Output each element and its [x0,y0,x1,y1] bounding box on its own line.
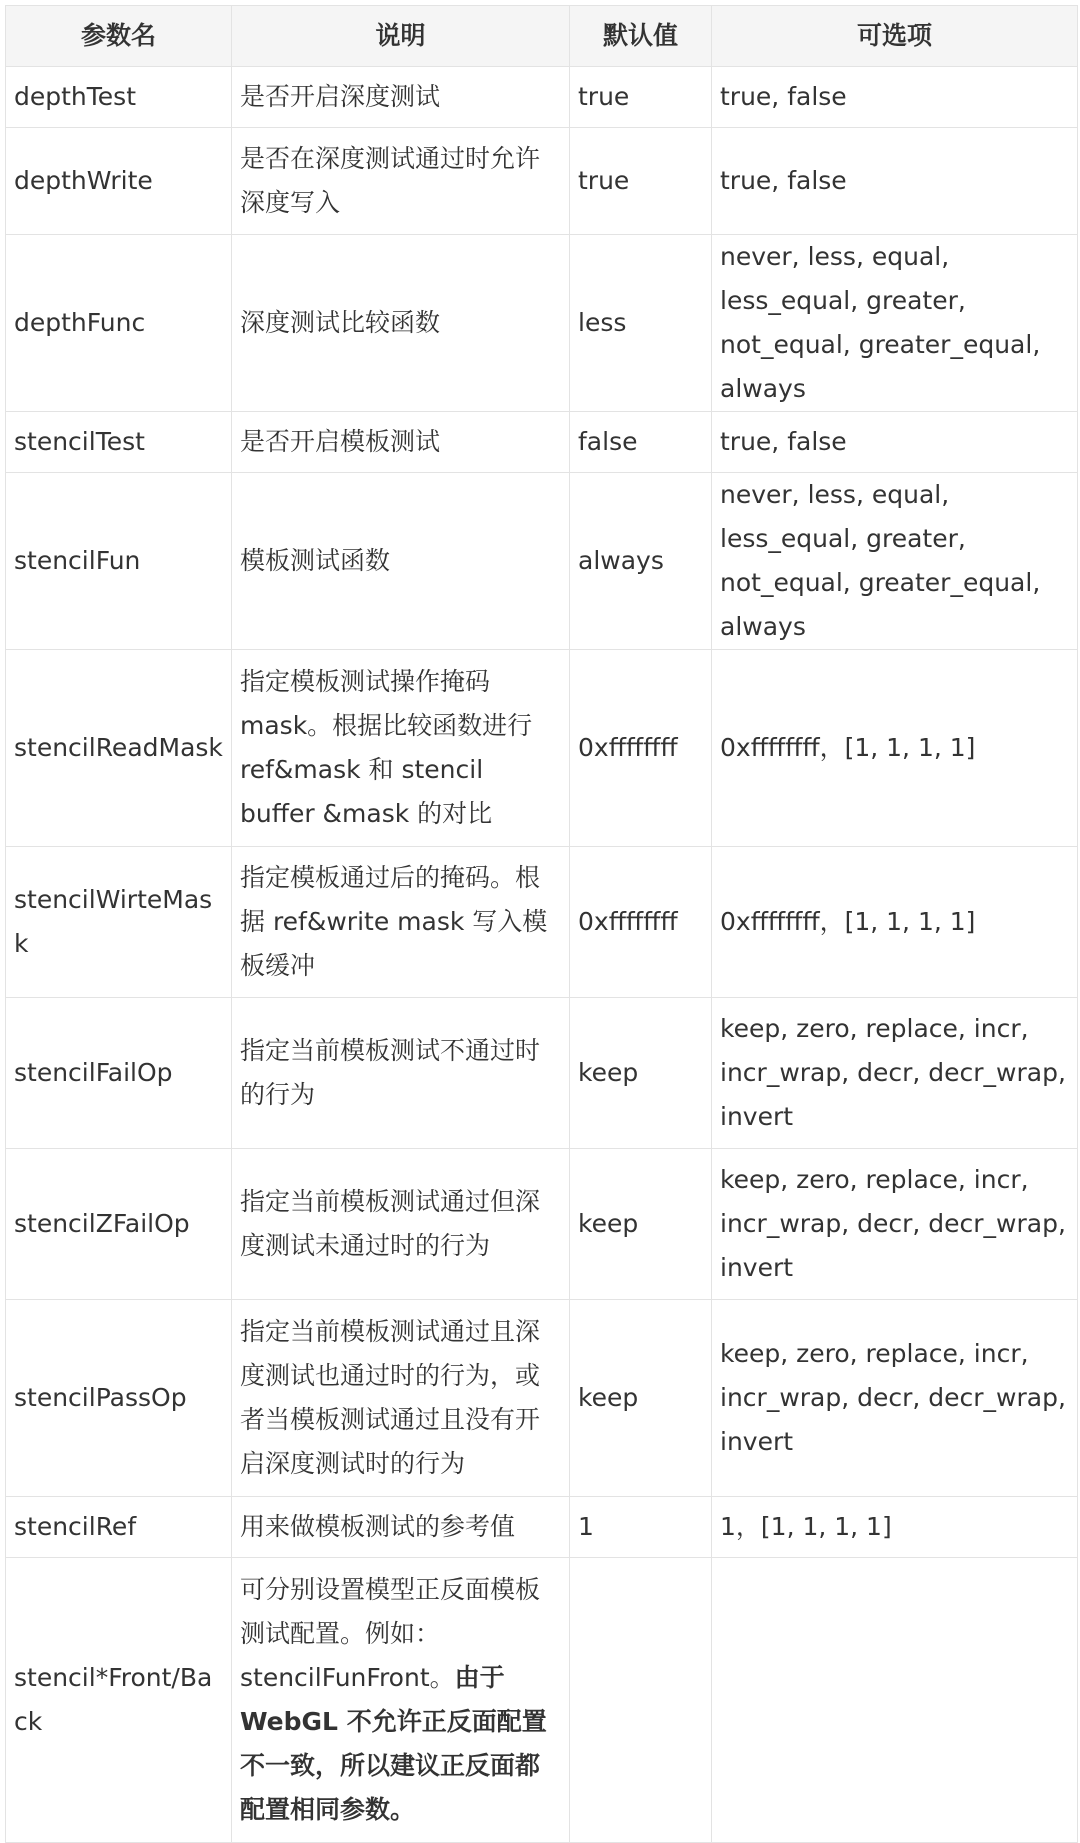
param-default: 0xffffffff [570,650,712,847]
header-default: 默认值 [570,6,712,67]
param-desc: 指定模板通过后的掩码。根据 ref&write mask 写入模板缓冲 [232,847,570,998]
param-options: true, false [712,412,1078,473]
table-row [6,1300,1078,1497]
table-row [6,998,1078,1149]
param-name: stencilFailOp [6,998,232,1149]
param-desc-text: 可分别设置模型正反面模板测试配置。例如：stencilFunFront。 [240,1575,541,1692]
header-desc: 说明 [232,6,570,67]
param-default [570,1558,712,1843]
param-desc: 指定当前模板测试不通过时的行为 [232,998,570,1149]
param-desc: 指定当前模板测试通过且深度测试也通过时的行为，或者当模板测试通过且没有开启深度测试时的行为 [232,1300,570,1497]
param-name: stencilPassOp [6,1300,232,1497]
param-default: less [570,235,712,412]
param-name: stencilZFailOp [6,1149,232,1300]
param-options: never, less, equal, less_equal, greater, not_equal, greater_equal, always [712,473,1078,650]
param-desc: 是否开启模板测试 [232,412,570,473]
param-name: stencilTest [6,412,232,473]
param-desc [232,1558,570,1843]
table-row [6,235,1078,412]
param-name: stencilRef [6,1497,232,1558]
param-desc: 模板测试函数 [232,473,570,650]
table-row [6,650,1078,847]
table-row [6,1149,1078,1300]
table-row [6,1558,1078,1843]
param-default: 1 [570,1497,712,1558]
param-options: keep, zero, replace, incr, incr_wrap, decr, decr_wrap, invert [712,998,1078,1149]
param-default: true [570,128,712,235]
param-default: keep [570,1300,712,1497]
header-name: 参数名 [6,6,232,67]
param-name: depthFunc [6,235,232,412]
param-default: always [570,473,712,650]
param-name: stencilWirteMask [6,847,232,998]
param-name: stencilFun [6,473,232,650]
param-options: 0xffffffff，[1, 1, 1, 1] [712,650,1078,847]
param-default: true [570,67,712,128]
param-default: keep [570,1149,712,1300]
param-default: keep [570,998,712,1149]
param-options: never, less, equal, less_equal, greater, not_equal, greater_equal, always [712,235,1078,412]
param-options: keep, zero, replace, incr, incr_wrap, decr, decr_wrap, invert [712,1149,1078,1300]
param-desc: 指定当前模板测试通过但深度测试未通过时的行为 [232,1149,570,1300]
param-default: 0xffffffff [570,847,712,998]
param-options: keep, zero, replace, incr, incr_wrap, decr, decr_wrap, invert [712,1300,1078,1497]
table-row [6,67,1078,128]
params-table [5,5,1078,1843]
table-row [6,1497,1078,1558]
param-name: stencil*Front/Back [6,1558,232,1843]
param-options: true, false [712,128,1078,235]
param-options: 1，[1, 1, 1, 1] [712,1497,1078,1558]
param-default: false [570,412,712,473]
param-desc: 指定模板测试操作掩码 mask。根据比较函数进行 ref&mask 和 stencil buffer &mask 的对比 [232,650,570,847]
header-options: 可选项 [712,6,1078,67]
table-row [6,847,1078,998]
param-options: 0xffffffff，[1, 1, 1, 1] [712,847,1078,998]
table-row [6,473,1078,650]
param-desc: 深度测试比较函数 [232,235,570,412]
param-desc: 是否开启深度测试 [232,67,570,128]
table-row [6,412,1078,473]
param-name: depthTest [6,67,232,128]
param-name: depthWrite [6,128,232,235]
param-name: stencilReadMask [6,650,232,847]
param-desc-note: 由于 WebGL 不允许正反面配置不一致，所以建议正反面都配置相同参数。 [240,1663,547,1824]
param-desc: 用来做模板测试的参考值 [232,1497,570,1558]
param-options: true, false [712,67,1078,128]
header-row [6,6,1078,67]
param-desc: 是否在深度测试通过时允许深度写入 [232,128,570,235]
param-options [712,1558,1078,1843]
table-row [6,128,1078,235]
